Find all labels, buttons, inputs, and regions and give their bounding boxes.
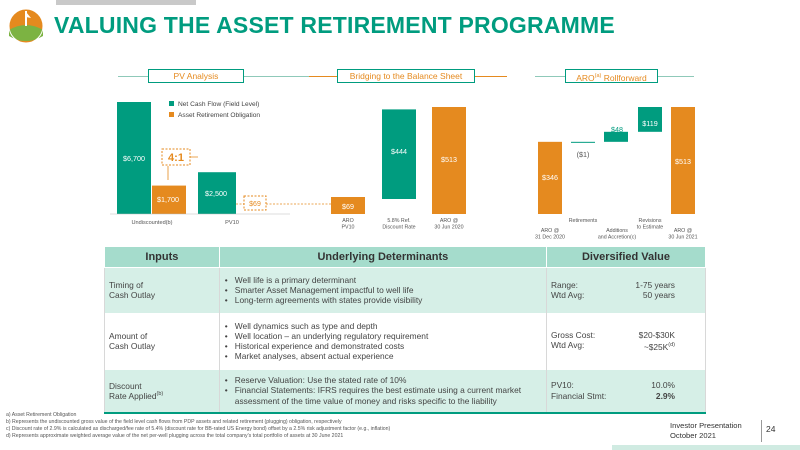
- value-key: Wtd Avg:: [551, 290, 585, 301]
- input-cell: [105, 313, 220, 370]
- category-label-aro-jun-2021: 30 Jun 2021: [668, 234, 698, 241]
- category-label-revisions: Revisions: [638, 218, 662, 224]
- footnote-ref: (d): [668, 342, 675, 349]
- value-cell: [547, 268, 706, 313]
- value-cell: [547, 313, 706, 370]
- category-label-aro-dec-2020: ARO @: [540, 228, 560, 234]
- value-amount: $20-$30K: [638, 329, 675, 340]
- value-label-6700: $6,700: [123, 154, 145, 163]
- value-amount: 1-75 years: [635, 280, 675, 291]
- determinant-item: • Market analyses, absent actual experience: [224, 351, 542, 361]
- legend-label-aro: Asset Retirement Obligation: [178, 112, 261, 119]
- rollforward-text: Rollforward: [601, 72, 647, 83]
- section-label-bridging: Bridging to the Balance Sheet: [337, 69, 475, 83]
- value-key: PV10:: [551, 380, 574, 391]
- input-label-text: Rate Applied: [109, 390, 157, 401]
- category-label-revisions: to Estimate: [636, 224, 664, 231]
- category-label-aro-jun-2021: ARO @: [673, 228, 693, 234]
- value-label-48: $48: [611, 125, 623, 134]
- category-label-additions: and Accretion(c): [597, 234, 637, 241]
- table-row-timing: [105, 268, 706, 313]
- input-label-line: Amount of: [109, 331, 148, 341]
- determinant-item: • Well dynamics such as type and depth: [224, 321, 542, 331]
- category-label-aro-pv10: PV10: [341, 224, 355, 231]
- table-header-value: Diversified Value: [547, 247, 706, 268]
- input-cell: [105, 370, 220, 413]
- footnote-ref: (b): [156, 390, 164, 397]
- value-label-513: $513: [441, 155, 457, 164]
- input-label-line: Cash Outlay: [109, 290, 156, 301]
- value-amount: 50 years: [642, 290, 675, 301]
- aro-footnote-ref: (a): [594, 73, 602, 79]
- value-label-513-jun-2021: $513: [675, 157, 691, 166]
- footnote-a: a) Asset Retirement Obligation: [6, 412, 77, 418]
- legend-swatch-aro: [169, 112, 174, 117]
- value-text: ~$25K: [643, 341, 669, 352]
- value-key: Range:: [551, 280, 579, 291]
- value-label-119: $119: [642, 119, 658, 128]
- determinants-cell: [219, 313, 546, 370]
- value-label-2500: $2,500: [205, 189, 227, 198]
- category-label-aro-pv10: ARO: [342, 218, 354, 224]
- value-label-69: $69: [342, 202, 354, 211]
- value-key: Wtd Avg:: [551, 340, 585, 351]
- value-amount: 10.0%: [651, 380, 675, 391]
- category-label-discount-rate: Discount Rate: [382, 224, 416, 231]
- value-label-1700: $1,700: [157, 195, 179, 204]
- category-label-pv10: PV10: [225, 220, 239, 226]
- value-amount: 2.9%: [655, 390, 675, 401]
- determinant-item: • Reserve Valuation: Use the stated rate of 10%: [224, 375, 542, 385]
- table-row-amount: [105, 313, 706, 370]
- table-row-discount: [105, 370, 706, 413]
- footer-divider: [761, 420, 762, 442]
- legend-label-net-cash-flow: Net Cash Flow (Field Level): [178, 101, 260, 108]
- determinant-item: • Smarter Asset Management impactful to well life: [224, 285, 542, 295]
- value-amount: [635, 340, 701, 352]
- presentation-name: Investor Presentation: [670, 421, 742, 430]
- footnote-b: b) Represents the undiscounted gross value of the field level cash flows from PDP assets and related retirement (plugging) obligation, respectively: [6, 419, 342, 426]
- aro-abbrev: ARO: [576, 72, 595, 83]
- determinant-item: • Financial Statements: IFRS requires the best estimate using a current market assessment of the time value of money and risks specific to the liability: [224, 385, 542, 405]
- table-header-determinants: Underlying Determinants: [219, 247, 546, 268]
- category-label-undiscounted: Undiscounted(b): [131, 220, 173, 226]
- input-label-line: [109, 391, 215, 401]
- determinants-cell: [219, 268, 546, 313]
- category-label-discount-rate: 5.8% Ref.: [387, 218, 411, 224]
- determinant-item: • Long-term agreements with states provide visibility: [224, 295, 542, 305]
- footer-info: [670, 421, 742, 441]
- determinant-item: • Well location – an underlying regulatory requirement: [224, 331, 542, 341]
- legend-swatch-net-cash-flow: [169, 101, 174, 106]
- footnote-c: c) Discount rate of 2.9% is calculated as discharged/fee rate of 5.4% (discount rate for BB-rated US Energy bond) offset by a 2.5% risk adjustment factor (e.g., inflation): [6, 426, 391, 433]
- determinant-item: • Well life is a primary determinant: [224, 275, 542, 285]
- category-label-additions: Additions: [606, 228, 628, 234]
- determinant-item: • Historical experience and demonstrated costs: [224, 341, 542, 351]
- value-label-346: $346: [542, 173, 558, 182]
- category-label-aro-jun-2020: 30 Jun 2020: [434, 224, 464, 231]
- table-header-inputs: Inputs: [105, 247, 220, 268]
- category-label-aro-dec-2020: 31 Dec 2020: [534, 234, 566, 241]
- section-label-pv-analysis: PV Analysis: [148, 69, 244, 83]
- presentation-date: October 2021: [670, 431, 717, 440]
- input-label-line: Timing of: [109, 280, 144, 291]
- page-number: 24: [766, 424, 776, 434]
- inputs-table: [104, 246, 706, 414]
- bottom-accent-bar: [612, 445, 800, 450]
- value-label-444: $444: [391, 147, 407, 156]
- value-label-69-pv: $69: [249, 201, 261, 208]
- input-cell: [105, 268, 220, 313]
- value-label-retirements: ($1): [576, 150, 590, 159]
- value-key: Financial Stmt:: [551, 390, 607, 401]
- footnotes: [6, 412, 390, 440]
- page-title: VALUING THE ASSET RETIREMENT PROGRAMME: [54, 12, 615, 38]
- value-cell: [547, 370, 706, 413]
- input-label-line: Cash Outlay: [109, 341, 156, 351]
- category-label-aro-jun-2020: ARO @: [439, 218, 459, 224]
- footnote-d: d) Represents approximate weighted average value of the net per-well plugging across the total company's total portfolio of assets at 30 June 2021: [6, 433, 344, 440]
- determinants-cell: [219, 370, 546, 413]
- ratio-label: 4:1: [168, 152, 184, 164]
- value-key: Gross Cost:: [551, 329, 596, 340]
- input-label-line: Discount: [109, 380, 142, 391]
- bar-retirements: [571, 142, 595, 143]
- category-label-retirements: Retirements: [568, 218, 598, 224]
